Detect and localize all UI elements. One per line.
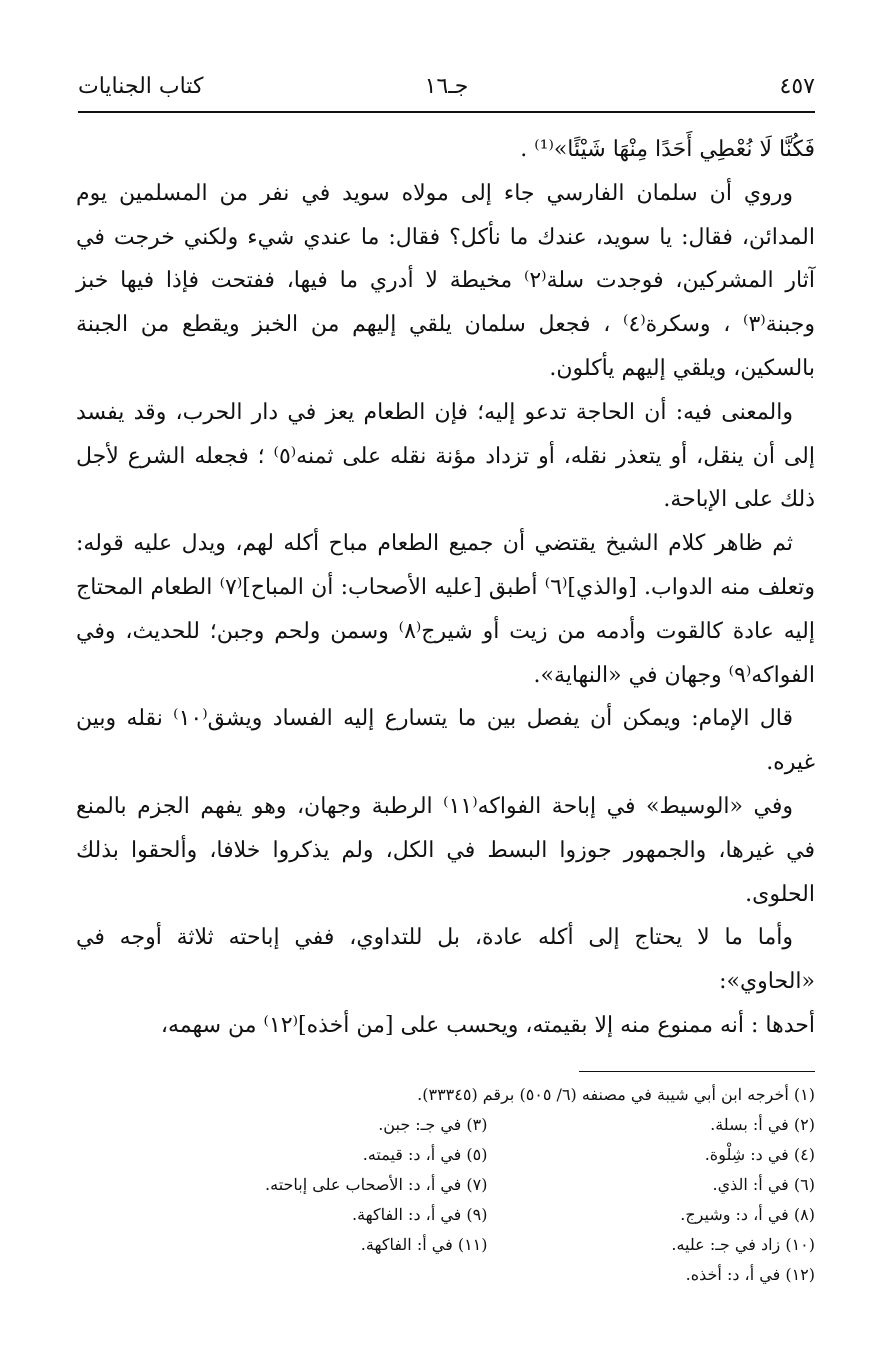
footnote: (٥) في أ، د: قيمته. [362,1145,488,1164]
footnote: (٤) في د: شِلْوة. [704,1145,815,1164]
footnote: (١٠) زاد في جـ: عليه. [671,1235,815,1254]
footnote: (٩) في أ، د: الفاكهة. [352,1205,488,1224]
book-title: كتاب الجنايات [78,74,204,99]
footnote: (٨) في أ، د: وشيرج. [680,1205,815,1224]
paragraph: ثم ظاهر كلام الشيخ يقتضي أن جميع الطعام مباح أكله لهم، ويدل عليه قوله: وتعلف منه الدواب. [والذي]⁽٦⁾ أطبق [عليه الأصحاب: أن المباح]⁽٧⁾ الطعام المحتاج إليه عادة كالقوت وأدمه من زيت أو شيرج⁽٨⁾ وسمن ولحم وجبن؛ للحديث، وفي الفواكه⁽٩⁾ وجهان في «النهاية». [76,531,815,688]
header-rule [78,111,815,113]
footnote: (١٢) في أ، د: أخذه. [685,1265,815,1284]
footnote: (٦) في أ: الذي. [712,1175,815,1194]
volume-label: جـ١٦ [424,74,469,99]
paragraph: وأما ما لا يحتاج إلى أكله عادة، بل للتداوي، ففي إباحته ثلاثة أوجه في «الحاوي»: [76,925,815,995]
footnotes [160,1080,815,1290]
page-header [78,70,815,114]
paragraph: وفي «الوسيط» في إباحة الفواكه⁽١١⁾ الرطبة وجهان، وهو يفهم الجزم بالمنع في غيرها، والجمهور جوزوا البسط في الكل، ولم يذكروا خلافا، وألحقوا بذلك الحلوى. [76,793,815,907]
footnote: (٣) في جـ: جبن. [378,1115,488,1134]
footnote: (١) أخرجه ابن أبي شيبة في مصنفه (٦/ ٥٠٥) برقم (٣٣٣٤٥). [417,1085,815,1104]
page-number: ٤٥٧ [779,74,815,99]
paragraph: قال الإمام: ويمكن أن يفصل بين ما يتسارع إليه الفساد ويشق⁽١٠⁾ نقله وبين غيره. [76,706,815,776]
footnote: (٧) في أ، د: الأصحاب على إباحته. [265,1175,488,1194]
paragraph: فَكُنَّا لَا نُعْطِي أَحَدًا مِنْهَا شَيْئًا»⁽¹⁾ . [520,137,815,162]
paragraph: أحدها : أنه ممنوع منه إلا بقيمته، ويحسب على [من أخذه]⁽١٢⁾ من سهمه، [160,1012,815,1038]
footnote: (١١) في أ: الفاكهة. [360,1235,488,1254]
main-text [76,128,815,1048]
paragraph: والمعنى فيه: أن الحاجة تدعو إليه؛ فإن الطعام يعز في دار الحرب، وقد يفسد إلى أن ينقل، أو يتعذر نقله، أو تزداد مؤنة نقله على ثمنه⁽٥⁾ ؛ فجعله الشرع لأجل ذلك على الإباحة. [76,399,815,513]
paragraph: وروي أن سلمان الفارسي جاء إلى مولاه سويد في نفر من المسلمين يوم المدائن، فقال: يا سويد، عندك ما نأكل؟ فقال: ما عندي شيء ولكني خرجت في آثار المشركين، فوجدت سلة⁽٢⁾ مخيطة لا أدري ما فيها، ففتحت فإذا فيها خبز وجبنة⁽٣⁾ ، وسكرة⁽٤⁾ ، فجعل سلمان يلقي إليهم من الخبز ويقطع من الجبنة بالسكين، ويلقي إليهم يأكلون. [76,180,815,381]
footnote: (٢) في أ: بسلة. [710,1115,815,1134]
footnote-rule [579,1071,815,1072]
